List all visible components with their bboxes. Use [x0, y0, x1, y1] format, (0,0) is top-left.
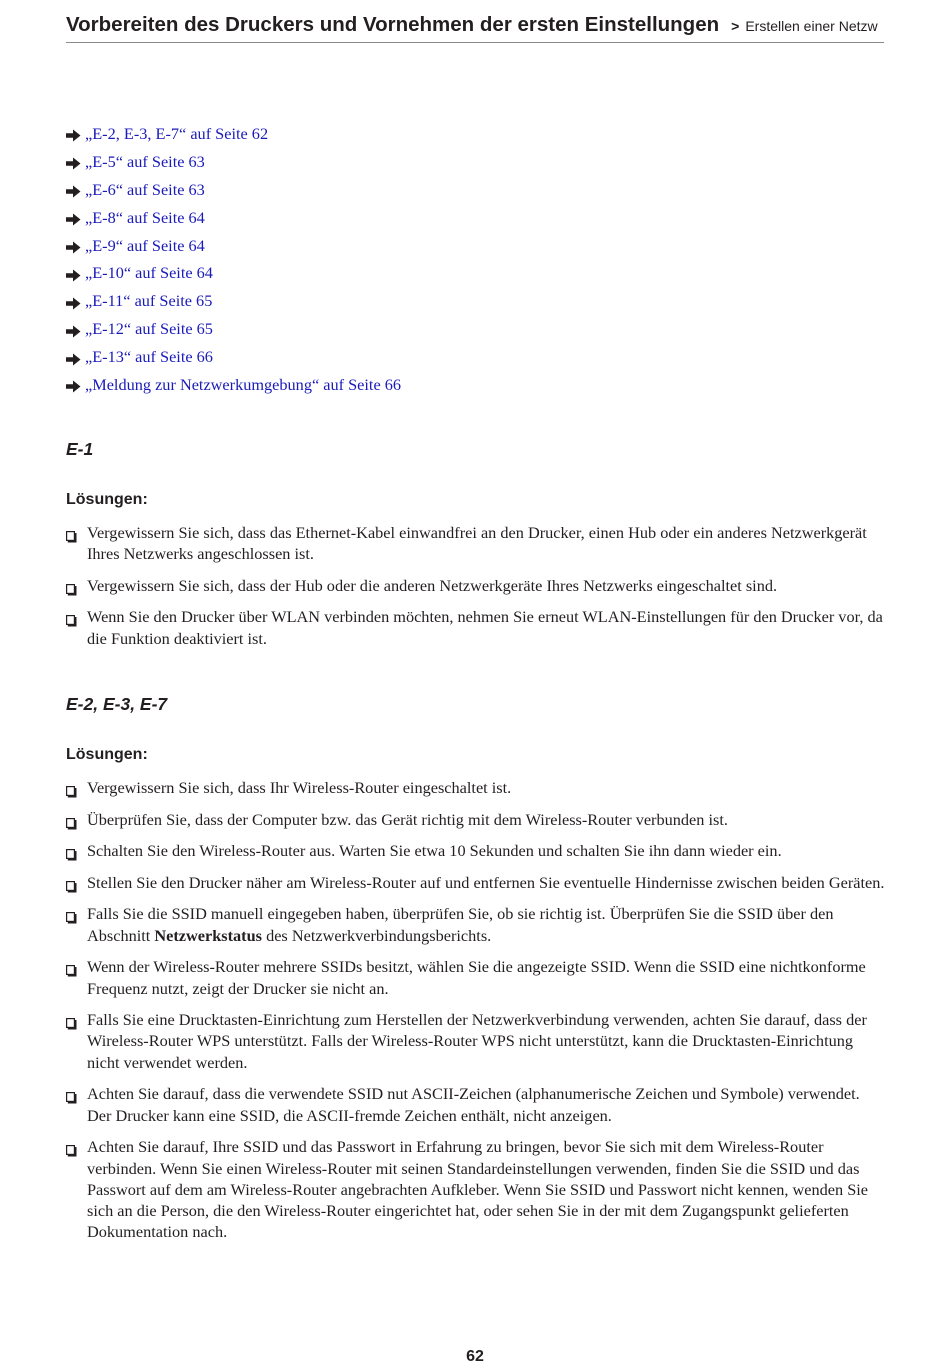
- header-subtitle: Erstellen einer Netzw: [745, 18, 878, 34]
- solution-item: [66, 840, 886, 861]
- solution-item: [66, 1009, 886, 1073]
- link-item: [66, 176, 886, 204]
- solution-item: [66, 809, 886, 830]
- solution-text: Stellen Sie den Drucker näher am Wireless-Router auf und entfernen Sie eventuelle Hindernisse zwischen beiden Geräten.: [87, 872, 885, 892]
- solution-text: Falls Sie eine Drucktasten-Einrichtung zum Herstellen der Netzwerkverbindung verwenden, achten Sie darauf, dass der Wireless-Router WPS unterstützt. Falls der Wireless-Router WPS nicht unterstützt, kann die Drucktasten-Einrichtung nicht verwendet werden.: [87, 1010, 867, 1072]
- checkbox-icon: [66, 845, 77, 857]
- arrow-right-icon: [66, 155, 81, 168]
- section-heading-e1: E-1: [66, 439, 94, 459]
- link-item: [66, 148, 886, 176]
- checkbox-icon: [66, 961, 77, 973]
- solution-item: [66, 1136, 886, 1242]
- solution-text: Achten Sie darauf, dass die verwendete SSID nut ASCII-Zeichen (alphanumerische Zeichen und Symbole) verwendet. Der Drucker kann eine SSID, die ASCII-fremde Zeichen enthält, nicht anzeigen.: [87, 1084, 860, 1125]
- solution-item: [66, 956, 886, 999]
- arrow-right-icon: [66, 127, 81, 140]
- solution-item: [66, 1083, 886, 1126]
- link-item: [66, 287, 886, 315]
- solution-text: des Netzwerkverbindungsberichts.: [262, 925, 492, 945]
- arrow-right-icon: [66, 378, 81, 391]
- section-heading-e2-e3-e7: E-2, E-3, E-7: [66, 694, 168, 714]
- cross-reference-link[interactable]: „E-9“ auf Seite 64: [85, 235, 205, 255]
- arrow-right-icon: [66, 351, 81, 364]
- link-item: [66, 232, 886, 260]
- solutions-list: [66, 522, 886, 659]
- cross-reference-link[interactable]: „E-11“ auf Seite 65: [85, 291, 213, 311]
- checkbox-icon: [66, 1088, 77, 1100]
- solution-item: [66, 777, 886, 798]
- solutions-label: Lösungen:: [66, 746, 148, 763]
- cross-reference-link[interactable]: „E-12“ auf Seite 65: [85, 319, 213, 339]
- solution-text: Falls Sie die SSID manuell eingegeben haben, überprüfen Sie, ob sie richtig ist. Überprüfen Sie die SSID über den Abschnitt: [87, 904, 834, 945]
- checkbox-icon: [66, 527, 77, 539]
- checkbox-icon: [66, 877, 77, 889]
- cross-reference-link[interactable]: „E-10“ auf Seite 64: [85, 263, 213, 283]
- arrow-right-icon: [66, 211, 81, 224]
- cross-reference-link[interactable]: „E-13“ auf Seite 66: [85, 347, 213, 367]
- solution-item: [66, 606, 886, 649]
- arrow-right-icon: [66, 183, 81, 196]
- solution-text: Überprüfen Sie, dass der Computer bzw. das Gerät richtig mit dem Wireless-Router verbunden ist.: [87, 809, 728, 829]
- link-item: [66, 343, 886, 371]
- checkbox-icon: [66, 580, 77, 592]
- solution-item: [66, 903, 886, 946]
- checkbox-icon: [66, 611, 77, 623]
- solution-text: Vergewissern Sie sich, dass Ihr Wireless-Router eingeschaltet ist.: [87, 778, 512, 797]
- solutions-label: Lösungen:: [66, 491, 148, 508]
- arrow-right-icon: [66, 239, 81, 252]
- cross-reference-link[interactable]: „E-5“ auf Seite 63: [85, 151, 205, 171]
- solution-text: Wenn der Wireless-Router mehrere SSIDs besitzt, wählen Sie die angezeigte SSID. Wenn die SSID eine nichtkonforme Frequenz nutzt, zeigt der Drucker sie nicht an.: [87, 957, 866, 998]
- link-item: [66, 371, 886, 399]
- page-header: [66, 10, 884, 43]
- cross-reference-link[interactable]: „E-2, E-3, E-7“ auf Seite 62: [85, 123, 269, 143]
- cross-reference-link[interactable]: „Meldung zur Netzwerkumgebung“ auf Seite 66: [85, 374, 402, 394]
- solution-item: [66, 522, 886, 565]
- page-number: 62: [466, 1348, 484, 1365]
- menu-term: Netzwerkstatus: [154, 925, 262, 945]
- checkbox-icon: [66, 1141, 77, 1153]
- solution-text: Vergewissern Sie sich, dass der Hub oder die anderen Netzwerkgeräte Ihres Netzwerks eingeschaltet sind.: [87, 575, 778, 595]
- solution-item: [66, 575, 886, 596]
- arrow-right-icon: [66, 323, 81, 336]
- checkbox-icon: [66, 782, 77, 794]
- checkbox-icon: [66, 814, 77, 826]
- link-item: [66, 259, 886, 287]
- cross-reference-link[interactable]: „E-8“ auf Seite 64: [85, 207, 205, 227]
- solution-item: [66, 872, 886, 893]
- arrow-right-icon: [66, 295, 81, 308]
- link-item: [66, 315, 886, 343]
- solution-text: Achten Sie darauf, Ihre SSID und das Passwort in Erfahrung zu bringen, bevor Sie sich mit dem Wireless-Router verbinden. Wenn Sie einen Wireless-Router mit seinen Standardeinstellungen verwenden, finden Sie die SSID und das Passwort auf dem am Wireless-Router angebrachten Aufkleber. Wenn Sie SSID und Passwort nicht kennen, wenden Sie sich an die Person, die den Wireless-Router eingerichtet hat, oder sehen Sie in der mit dem Zugangspunkt gelieferten Dokumentation nach.: [87, 1137, 869, 1242]
- link-item: [66, 204, 886, 232]
- checkbox-icon: [66, 908, 77, 920]
- cross-reference-link[interactable]: „E-6“ auf Seite 63: [85, 179, 205, 199]
- solution-text: Vergewissern Sie sich, dass das Ethernet-Kabel einwandfrei an den Drucker, einen Hub oder ein anderes Netzwerkgerät Ihres Netzwerks angeschlossen ist.: [87, 523, 867, 564]
- arrow-right-icon: [66, 267, 81, 280]
- link-item: [66, 120, 886, 148]
- solutions-list: [66, 777, 886, 1253]
- solution-text: Wenn Sie den Drucker über WLAN verbinden möchten, nehmen Sie erneut WLAN-Einstellungen für den Drucker vor, da die Funktion deaktiviert ist.: [87, 607, 883, 648]
- solution-text: Schalten Sie den Wireless-Router aus. Warten Sie etwa 10 Sekunden und schalten Sie ihn dann wieder ein.: [87, 841, 782, 861]
- breadcrumb-separator: >: [731, 18, 740, 34]
- checkbox-icon: [66, 1014, 77, 1026]
- link-list: [66, 120, 886, 399]
- header-title: Vorbereiten des Druckers und Vornehmen der ersten Einstellungen: [66, 13, 720, 36]
